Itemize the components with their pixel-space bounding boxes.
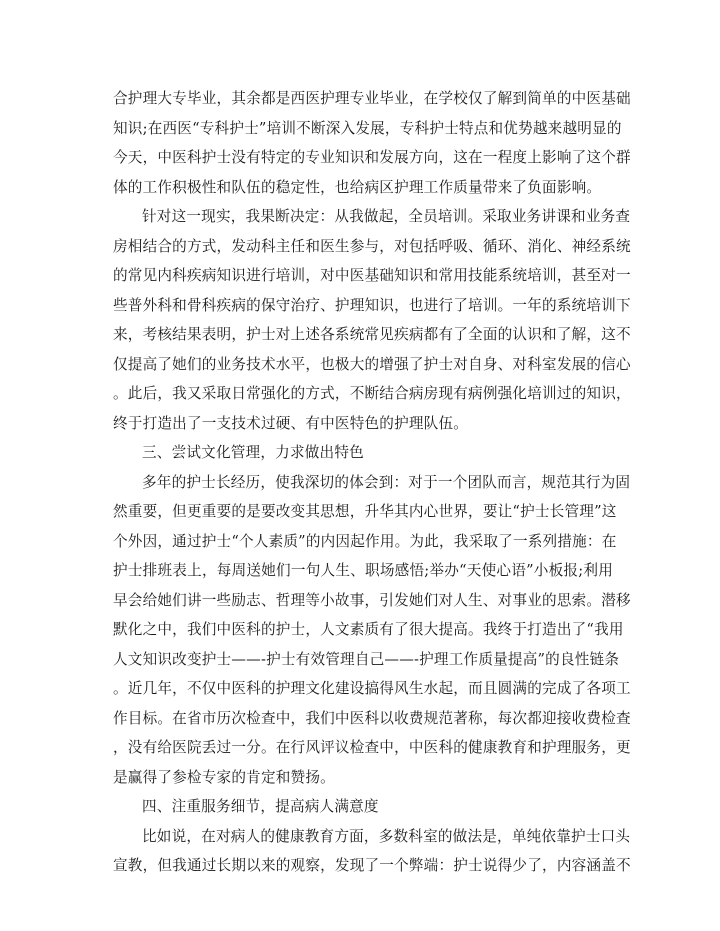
paragraph-line: 针对这一现实，我果断决定：从我做起，全员培训。采取业务讲课和业务查 — [142, 208, 631, 225]
paragraph-line: 个外因，通过护士“个人素质”的内因起作用。为此，我采取了一系列措施：在 — [113, 532, 617, 550]
paragraph-line: 。近几年，不仅中医科的护理文化建设搞得风生水起，而且圆满的完成了各项工 — [113, 680, 631, 697]
paragraph-line: 仅提高了她们的业务技术水平，也极大的增强了护士对自身、对科室发展的信心 — [113, 355, 631, 373]
paragraph-line: 早会给她们讲一些励志、哲理等小故事，引发她们对人生、对事业的思索。潜移 — [113, 591, 631, 609]
paragraph-line: 是赢得了参检专家的肯定和赞扬。 — [113, 768, 335, 786]
paragraph-line: 多年的护士长经历，使我深切的体会到：对于一个团队而言，规范其行为固 — [142, 473, 631, 491]
section-heading: 三、尝试文化管理，力求做出特色 — [142, 444, 364, 461]
paragraph-line: ，没有给医院丢过一分。在行风评议检查中，中医科的健康教育和护理服务，更 — [113, 739, 631, 756]
paragraph-line: 合护理大专毕业，其余都是西医护理专业毕业，在学校仅了解到简单的中医基础 — [113, 90, 631, 107]
paragraph-line: 人文知识改变护士——-护士有效管理自己——-护理工作质量提高”的良性链条 — [113, 650, 620, 668]
paragraph-line: 。此后，我又采取日常强化的方式，不断结合病房现有病例强化培训过的知识， — [113, 385, 631, 402]
paragraph-line: 今天，中医科护士没有特定的专业知识和发展方向，这在一程度上影响了这个群 — [113, 149, 631, 166]
paragraph-line: 宣教，但我通过长期以来的观察，发现了一个弊端：护士说得少了，内容涵盖不 — [113, 857, 631, 874]
paragraph-line: 来，考核结果表明，护士对上述各系统常见疾病都有了全面的认识和了解，这不 — [113, 326, 631, 343]
paragraph-line: 知识;在西医“专科护士”培训不断深入发展，专科护士特点和优势越来越明显的 — [113, 119, 622, 137]
document-body — [113, 84, 631, 881]
paragraph-line: 的常见内科疾病知识进行培训，对中医基础知识和常用技能系统培训，甚至对一 — [113, 267, 631, 284]
section-heading: 四、注重服务细节，提高病人满意度 — [142, 798, 379, 815]
paragraph-line: 默化之中，我们中医科的护士，人文素质有了很大提高。我终于打造出了“我用 — [113, 621, 624, 638]
paragraph-line: 终于打造出了一支技术过硬、有中医特色的护理队伍。 — [113, 414, 469, 432]
paragraph-line: 作目标。在省市历次检查中，我们中医科以收费规范著称，每次都迎接收费检查 — [113, 709, 631, 727]
paragraph-line: 体的工作积极性和队伍的稳定性，也给病区护理工作质量带来了负面影响。 — [113, 178, 602, 196]
paragraph-line: 然重要，但更重要的是要改变其思想，升华其内心世界，要让“护士长管理”这 — [113, 503, 617, 520]
paragraph-line: 房相结合的方式，发动科主任和医生参与，对包括呼吸、循环、消化、神经系统 — [113, 237, 631, 255]
paragraph-line: 比如说，在对病人的健康教育方面，多数科室的做法是，单纯依靠护士口头 — [142, 827, 631, 845]
paragraph-line: 护士排班表上，每周送她们一句人生、职场感悟;举办“天使心语”小板报;利用 — [113, 562, 613, 579]
paragraph-line: 些普外科和骨科疾病的保守治疗、护理知识，也进行了培训。一年的系统培训下 — [113, 296, 631, 314]
